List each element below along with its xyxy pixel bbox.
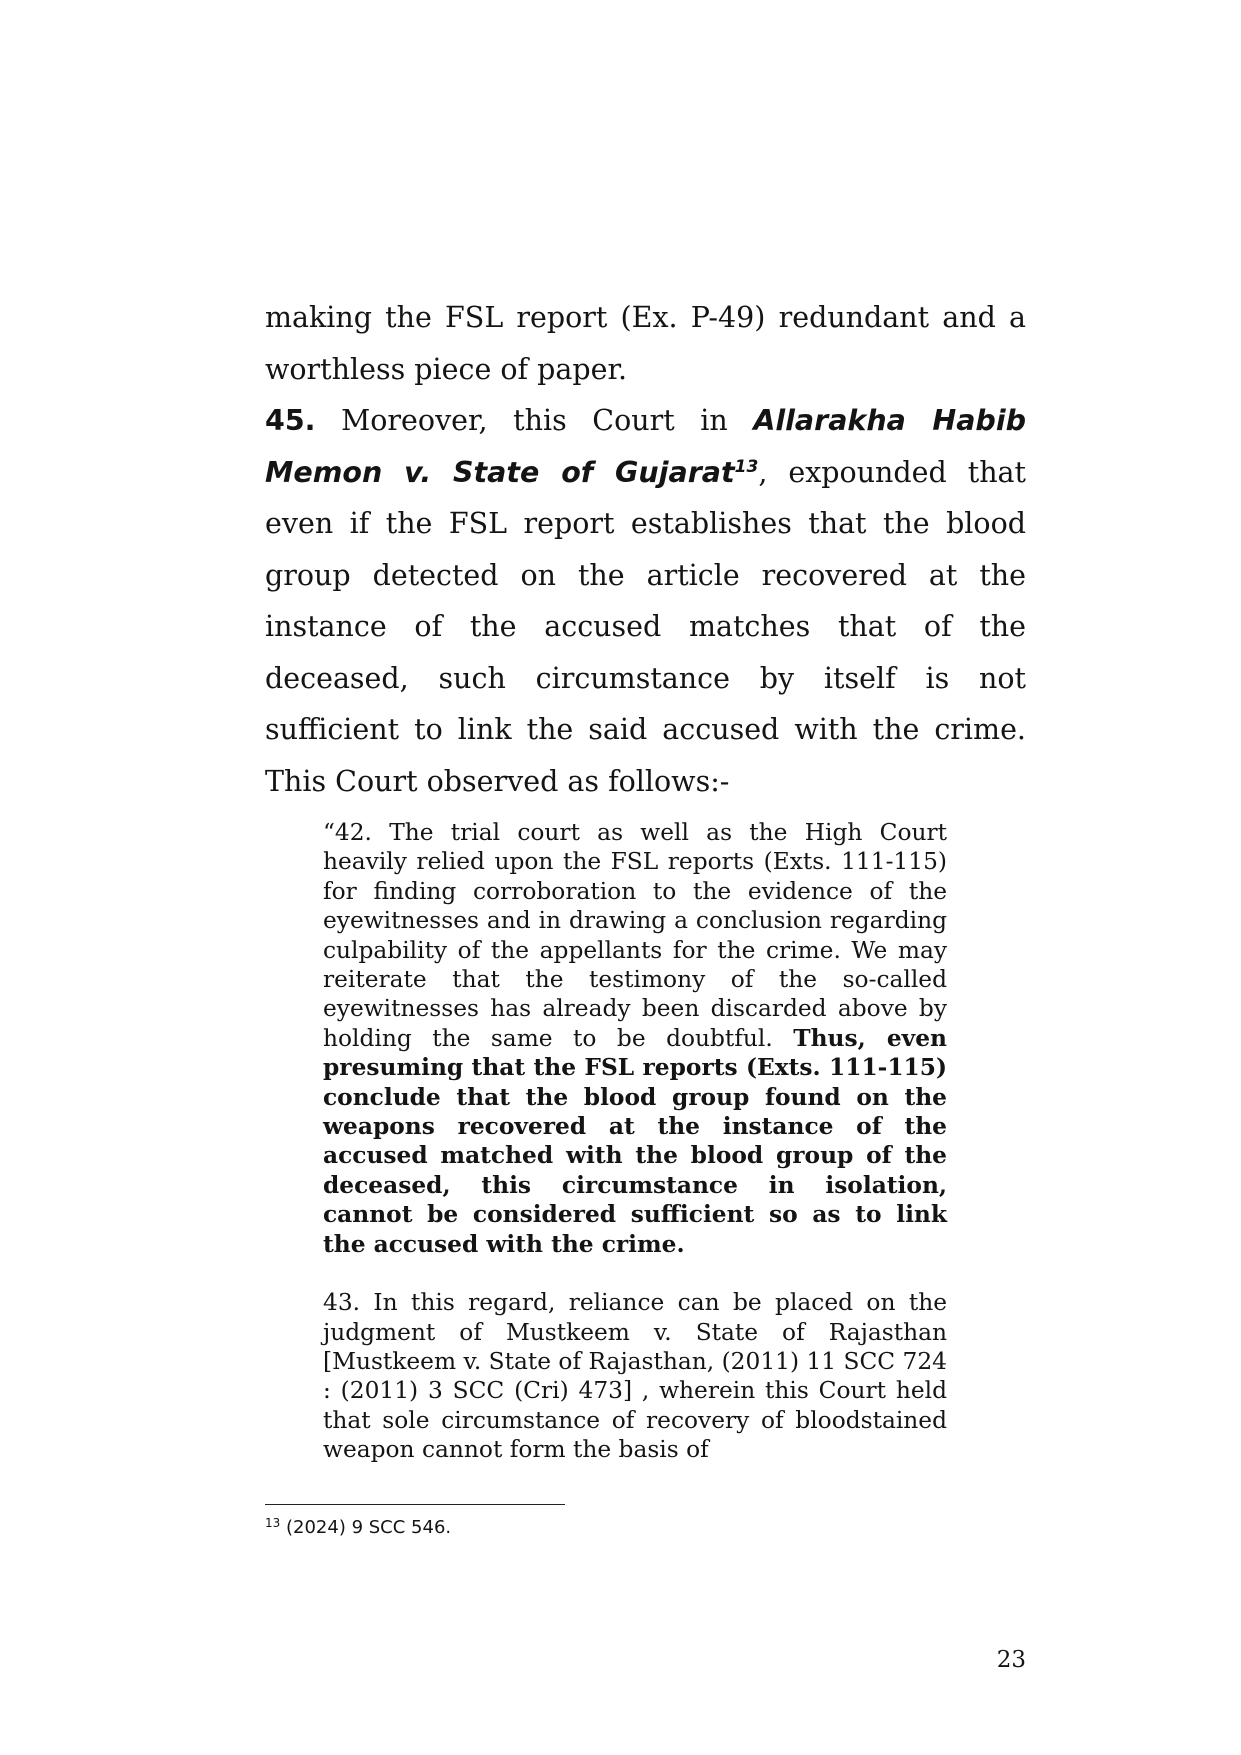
footnote-marker: 13: [265, 1516, 281, 1530]
footnote-text: (2024) 9 SCC 546.: [280, 1517, 452, 1538]
paragraph-number: 45.: [265, 404, 316, 437]
paragraph-continued: making the FSL report (Ex. P-49) redundant and a worthless piece of paper.: [265, 301, 1026, 386]
footnote: [265, 1516, 451, 1540]
quote-42-text: “42. The trial court as well as the High Court heavily relied upon the FSL reports (Exts. 111-115) for finding corroboration to the evidence of the eyewitnesses and in drawing a conclusion regarding culpability of the appellants for the crime. We may reiterate that the testimony of the so-called eyewitnesses has already been discarded above by holding the same to be doubtful.: [323, 819, 947, 1052]
footnote-reference[interactable]: 13: [734, 456, 759, 477]
block-quote: [323, 818, 947, 1465]
case-name: Allarakha Habib Memon v. State of Gujarat: [265, 404, 1026, 489]
footnote-divider: [265, 1504, 565, 1505]
quote-42-emphasis: Thus, even presuming that the FSL reports (Exts. 111-115) conclude that the blood group found on the weapons recovered at the instance of the accused matched with the blood group of the deceased, this circumstance in isolation, cannot be considered sufficient so as to link the accused with the crime.: [323, 1024, 947, 1258]
quote-paragraph-42: [323, 818, 947, 1259]
quote-paragraph-43: 43. In this regard, reliance can be placed on the judgment of Mustkeem v. State of Rajasthan [Mustkeem v. State of Rajasthan, (2011) 11 SCC 724 : (2011) 3 SCC (Cri) 473] , wherein this Court held that sole circumstance of recovery of bloodstained weapon cannot form the basis of: [323, 1289, 947, 1464]
main-body: [265, 292, 1026, 807]
paragraph-45: [265, 395, 1026, 807]
paragraph-45-rest: , expounded that even if the FSL report establishes that the blood group detected on the article recovered at the instance of the accused matches that of the deceased, such circumstance by itself is not sufficient to link the said accused with the crime. This Court observed as follows:-: [265, 455, 1026, 798]
page-number: 23: [996, 1647, 1026, 1673]
paragraph-45-lead: Moreover, this Court in: [315, 404, 754, 437]
